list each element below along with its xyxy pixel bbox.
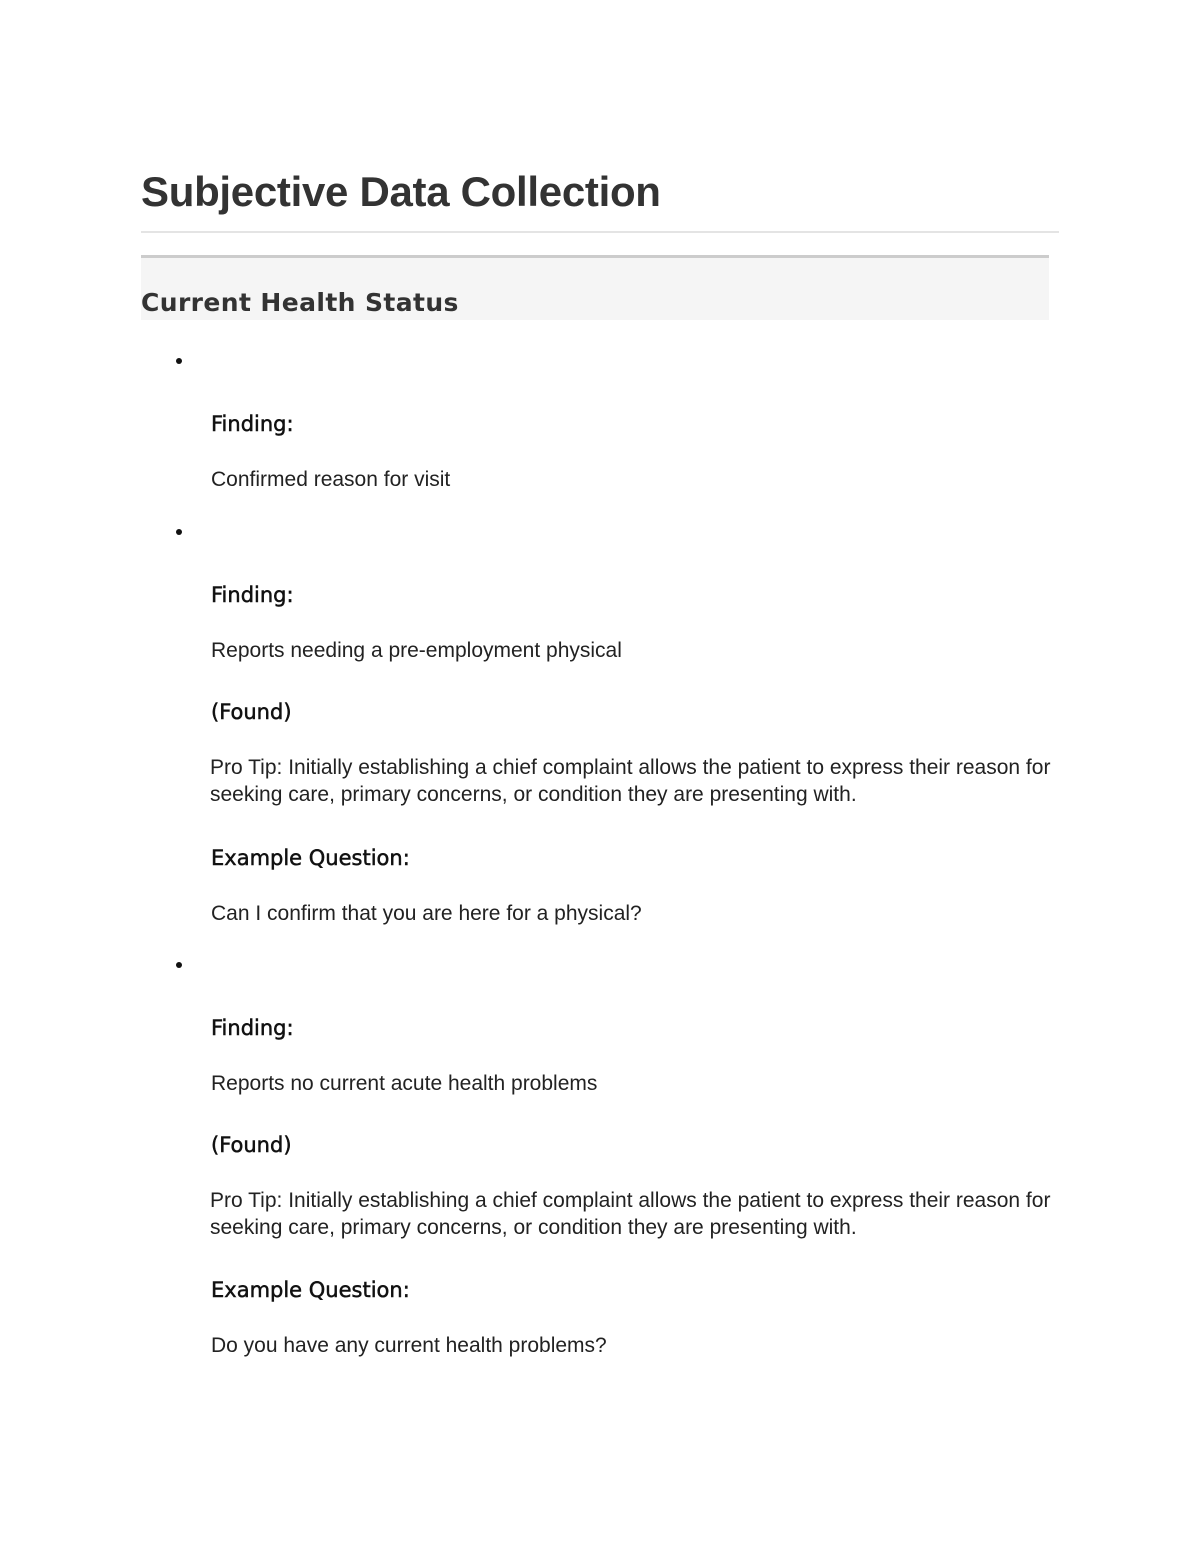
finding-label-1: Finding: [211, 412, 294, 436]
page-title: Subjective Data Collection [141, 168, 661, 215]
finding-text-2: Reports needing a pre-employment physical [211, 639, 622, 662]
finding-text-1: Confirmed reason for visit [211, 468, 451, 491]
title-divider [141, 231, 1059, 233]
finding-text-3: Reports no current acute health problems [211, 1072, 598, 1095]
status-found-2: (Found) [211, 700, 292, 724]
finding-label-2: Finding: [211, 583, 294, 607]
bullet-1 [174, 356, 184, 366]
example-question-3: Do you have any current health problems? [211, 1334, 607, 1357]
pro-tip-3: Pro Tip: Initially establishing a chief complaint allows the patient to express their reason for seeking care, primary concerns, or condition they are presenting with. [210, 1189, 1051, 1239]
example-label-3: Example Question: [211, 1278, 410, 1302]
example-label-2: Example Question: [211, 846, 410, 870]
section-heading: Current Health Status [141, 288, 459, 317]
finding-label-3: Finding: [211, 1016, 294, 1040]
example-question-2: Can I confirm that you are here for a physical? [211, 902, 642, 925]
status-found-3: (Found) [211, 1133, 292, 1157]
bullet-2 [174, 527, 184, 537]
pro-tip-2: Pro Tip: Initially establishing a chief complaint allows the patient to express their reason for seeking care, primary concerns, or condition they are presenting with. [210, 756, 1051, 806]
bullet-3 [174, 960, 184, 970]
